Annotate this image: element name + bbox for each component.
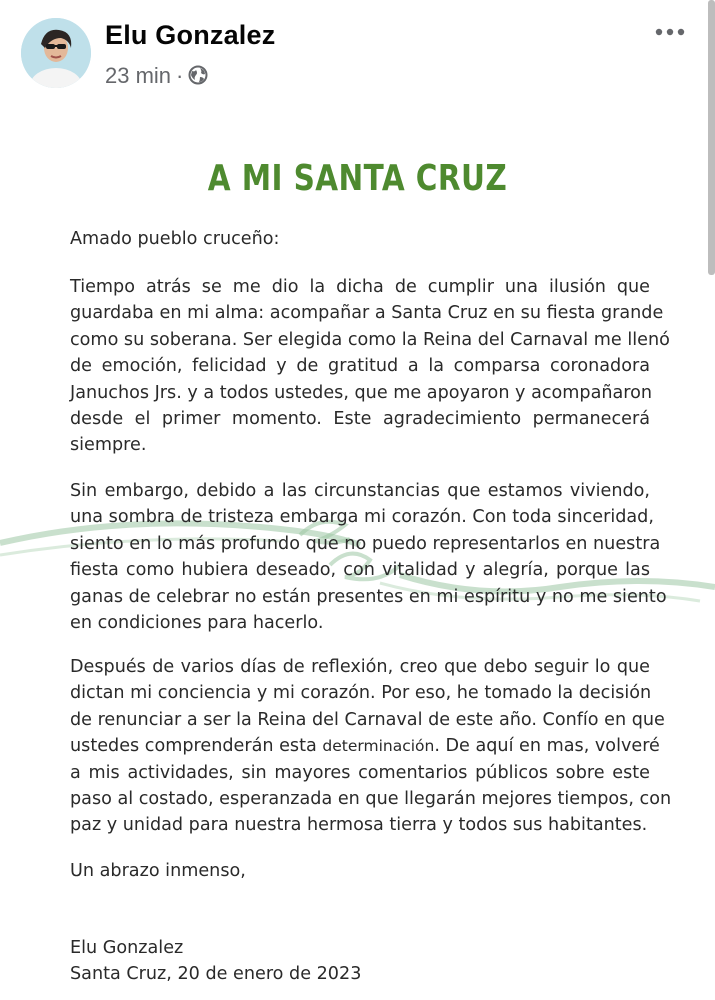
p1-line: de emoción, felicidad y de gratitud a la comparsa coronadora — [70, 356, 650, 377]
p1-line: como su soberana. Ser elegida como la Reina del Carnaval me llenó — [70, 329, 670, 350]
letter-document — [0, 110, 715, 1000]
p2-line: fiesta como hubiera deseado, con vitalidad y alegría, porque las — [70, 560, 650, 581]
signature-name: Elu Gonzalez — [70, 938, 184, 958]
paragraph-1 — [70, 274, 670, 459]
p2-line: ganas de celebrar no están presentes en mi espíritu y no me siento — [70, 586, 667, 607]
p2-line: una sombra de tristeza embarga mi corazón. Con toda sinceridad, — [70, 507, 654, 528]
p1-line: Tiempo atrás se me dio la dicha de cumplir una ilusión que — [70, 277, 650, 297]
paragraph-2 — [70, 478, 667, 636]
author-name[interactable]: Elu Gonzalez — [105, 20, 276, 50]
avatar[interactable] — [21, 18, 91, 88]
profile-photo-icon — [21, 18, 91, 88]
p3-line: a mis actividades, sin mayores comentarios públicos sobre este — [70, 762, 650, 783]
meta-separator: · — [176, 63, 184, 88]
p3-line-4-c: . De aquí en mas, volveré — [434, 736, 660, 757]
closing: Un abrazo inmenso, — [70, 861, 246, 881]
post-time[interactable]: 23 min — [105, 63, 172, 88]
p1-line: desde el primer momento. Este agradecimiento permanecerá — [70, 408, 650, 429]
p3-line-4-a: ustedes comprenderán esta — [70, 736, 323, 757]
p2-line: en condiciones para hacerlo. — [70, 612, 324, 633]
p2-line: siento en lo más profundo que no puedo representarlos en nuestra — [70, 533, 661, 554]
p3-line: paz y unidad para nuestra hermosa tierra y todos sus habitantes. — [70, 815, 648, 836]
paragraph-3 — [70, 654, 672, 839]
post-header — [0, 0, 715, 110]
p1-line: guardaba en mi alma: acompañar a Santa Cruz en su fiesta grande — [70, 303, 664, 324]
p2-line: Sin embargo, debido a las circunstancias que estamos viviendo, — [70, 481, 650, 501]
p3-line: dictan mi conciencia y mi corazón. Por eso, he tomado la decisión — [70, 683, 652, 704]
p3-line-4-b: determinación — [322, 737, 435, 756]
signature-place-date: Santa Cruz, 20 de enero de 2023 — [70, 964, 362, 984]
salutation: Amado pueblo cruceño: — [70, 229, 280, 249]
p3-line: paso al costado, esperanzada en que llegarán mejores tiempos, con — [70, 788, 672, 809]
p1-line: Januchos Jrs. y a todos ustedes, que me apoyaron y acompañaron — [70, 382, 653, 403]
more-dots-icon[interactable] — [655, 26, 685, 38]
globe-icon[interactable] — [188, 65, 208, 85]
post-meta — [105, 63, 208, 89]
p1-line: siempre. — [70, 435, 147, 456]
letter-title: A MI SANTA CRUZ — [207, 158, 508, 199]
p3-line: de renunciar a ser la Reina del Carnaval de este año. Confío en que — [70, 709, 665, 730]
p3-line-4 — [70, 733, 660, 759]
p3-line: Después de varios días de reflexión, creo que debo seguir lo que — [70, 657, 650, 677]
